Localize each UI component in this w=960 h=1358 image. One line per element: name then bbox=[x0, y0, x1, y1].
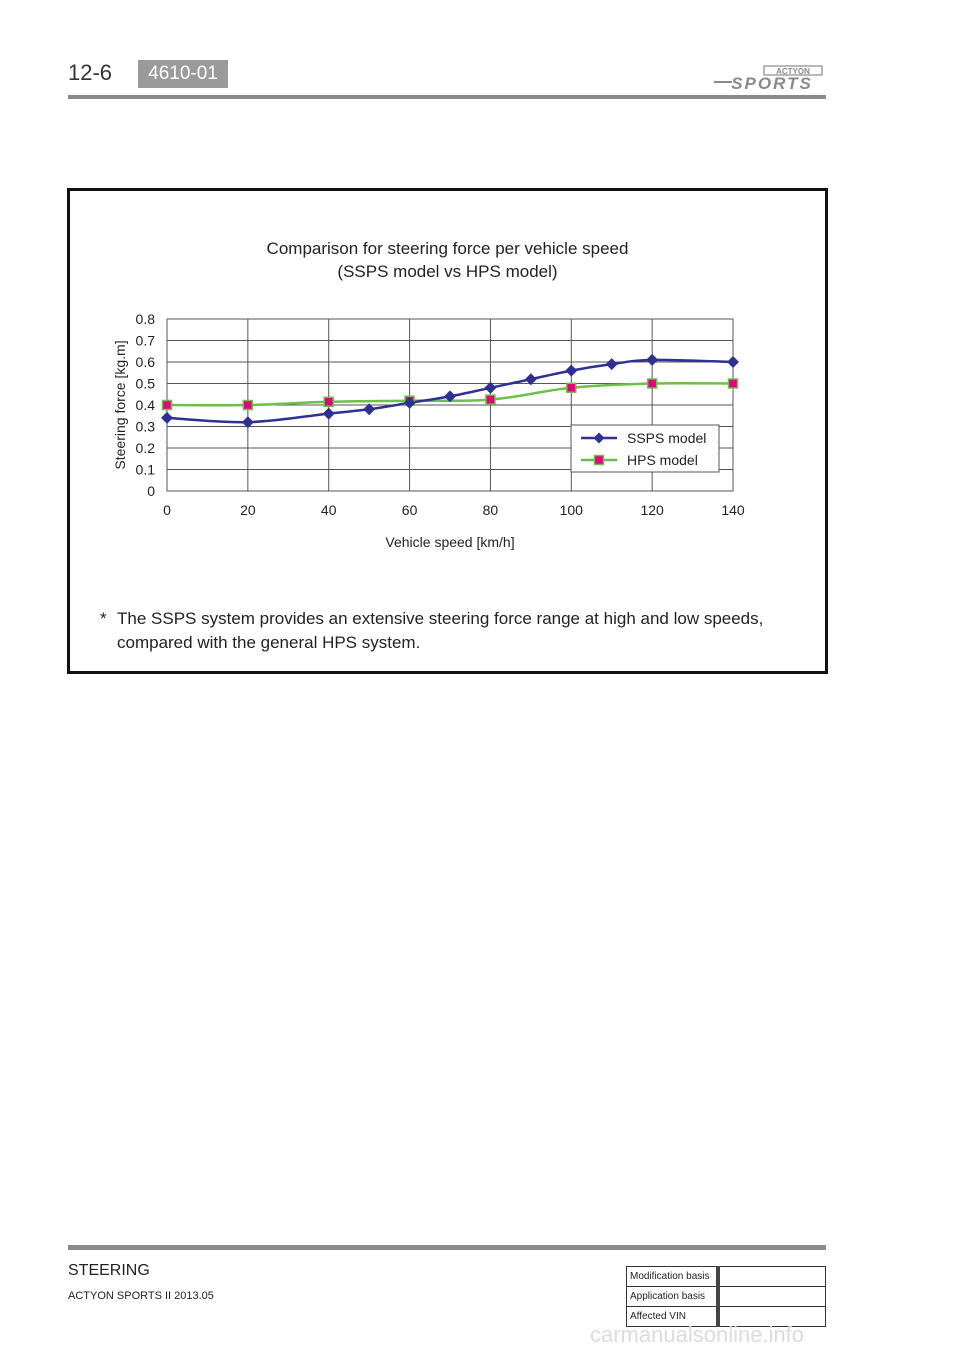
y-tick-label: 0.8 bbox=[135, 311, 155, 327]
footer-document-id: ACTYON SPORTS II 2013.05 bbox=[68, 1290, 214, 1302]
y-axis-label: Steering force [kg.m] bbox=[112, 340, 128, 470]
x-tick-label: 120 bbox=[640, 502, 664, 518]
x-tick-label: 60 bbox=[401, 502, 418, 518]
x-tick-label: 20 bbox=[240, 502, 256, 518]
y-tick-label: 0.6 bbox=[135, 354, 155, 370]
x-tick-label: 140 bbox=[721, 502, 745, 518]
legend-hps-label: HPS model bbox=[627, 452, 698, 468]
steering-force-chart bbox=[70, 191, 825, 671]
hps-data-point bbox=[729, 379, 738, 388]
x-tick-label: 40 bbox=[320, 502, 337, 518]
application-basis-value bbox=[718, 1287, 826, 1307]
application-basis-label: Application basis bbox=[627, 1287, 719, 1307]
footnote-text: The SSPS system provides an extensive steering force range at high and low speeds, compared with the general HPS system. bbox=[117, 609, 764, 652]
table-row bbox=[627, 1267, 826, 1287]
brand-logo bbox=[712, 64, 826, 92]
hps-data-point bbox=[324, 397, 333, 406]
y-tick-label: 0.1 bbox=[135, 461, 155, 478]
y-tick-label: 0.3 bbox=[135, 418, 155, 435]
footer-section-title: STEERING bbox=[68, 1262, 150, 1279]
hps-data-point bbox=[567, 383, 576, 392]
x-axis-label: Vehicle speed [km/h] bbox=[385, 534, 515, 550]
hps-data-point bbox=[243, 401, 252, 410]
header-rule bbox=[68, 95, 826, 99]
footnote-mark: * bbox=[100, 609, 107, 628]
hps-data-point bbox=[648, 379, 657, 388]
x-tick-label: 80 bbox=[482, 502, 499, 518]
revision-info-table bbox=[626, 1266, 826, 1327]
affected-vin-label: Affected VIN bbox=[627, 1307, 719, 1327]
chart-title-line1: Comparison for steering force per vehicle speed bbox=[266, 239, 629, 258]
y-tick-label: 0.7 bbox=[135, 332, 155, 349]
page-number: 12-6 bbox=[68, 60, 113, 85]
hps-data-point bbox=[163, 401, 172, 410]
brand-logo-bottom: SPORTS bbox=[731, 74, 813, 92]
brand-logo-top: ACTYON bbox=[776, 67, 810, 76]
modification-basis-value bbox=[718, 1267, 826, 1287]
table-row bbox=[627, 1287, 826, 1307]
y-tick-label: 0.4 bbox=[135, 397, 155, 413]
section-code-badge: 4610-01 bbox=[138, 60, 228, 88]
watermark: carmanualsonline.info bbox=[590, 1322, 805, 1347]
y-tick-label: 0 bbox=[147, 483, 155, 499]
modification-basis-label: Modification basis bbox=[627, 1267, 719, 1287]
x-tick-label: 0 bbox=[163, 502, 171, 518]
chart-title-line2: (SSPS model vs HPS model) bbox=[337, 262, 558, 281]
legend-ssps-label: SSPS model bbox=[627, 430, 707, 446]
x-tick-label: 100 bbox=[559, 502, 583, 518]
legend-hps-marker bbox=[595, 456, 604, 465]
y-tick-label: 0.2 bbox=[135, 440, 155, 456]
figure-box bbox=[67, 188, 828, 674]
hps-data-point bbox=[486, 395, 495, 404]
footer-rule bbox=[68, 1245, 826, 1250]
y-tick-label: 0.5 bbox=[135, 375, 155, 392]
